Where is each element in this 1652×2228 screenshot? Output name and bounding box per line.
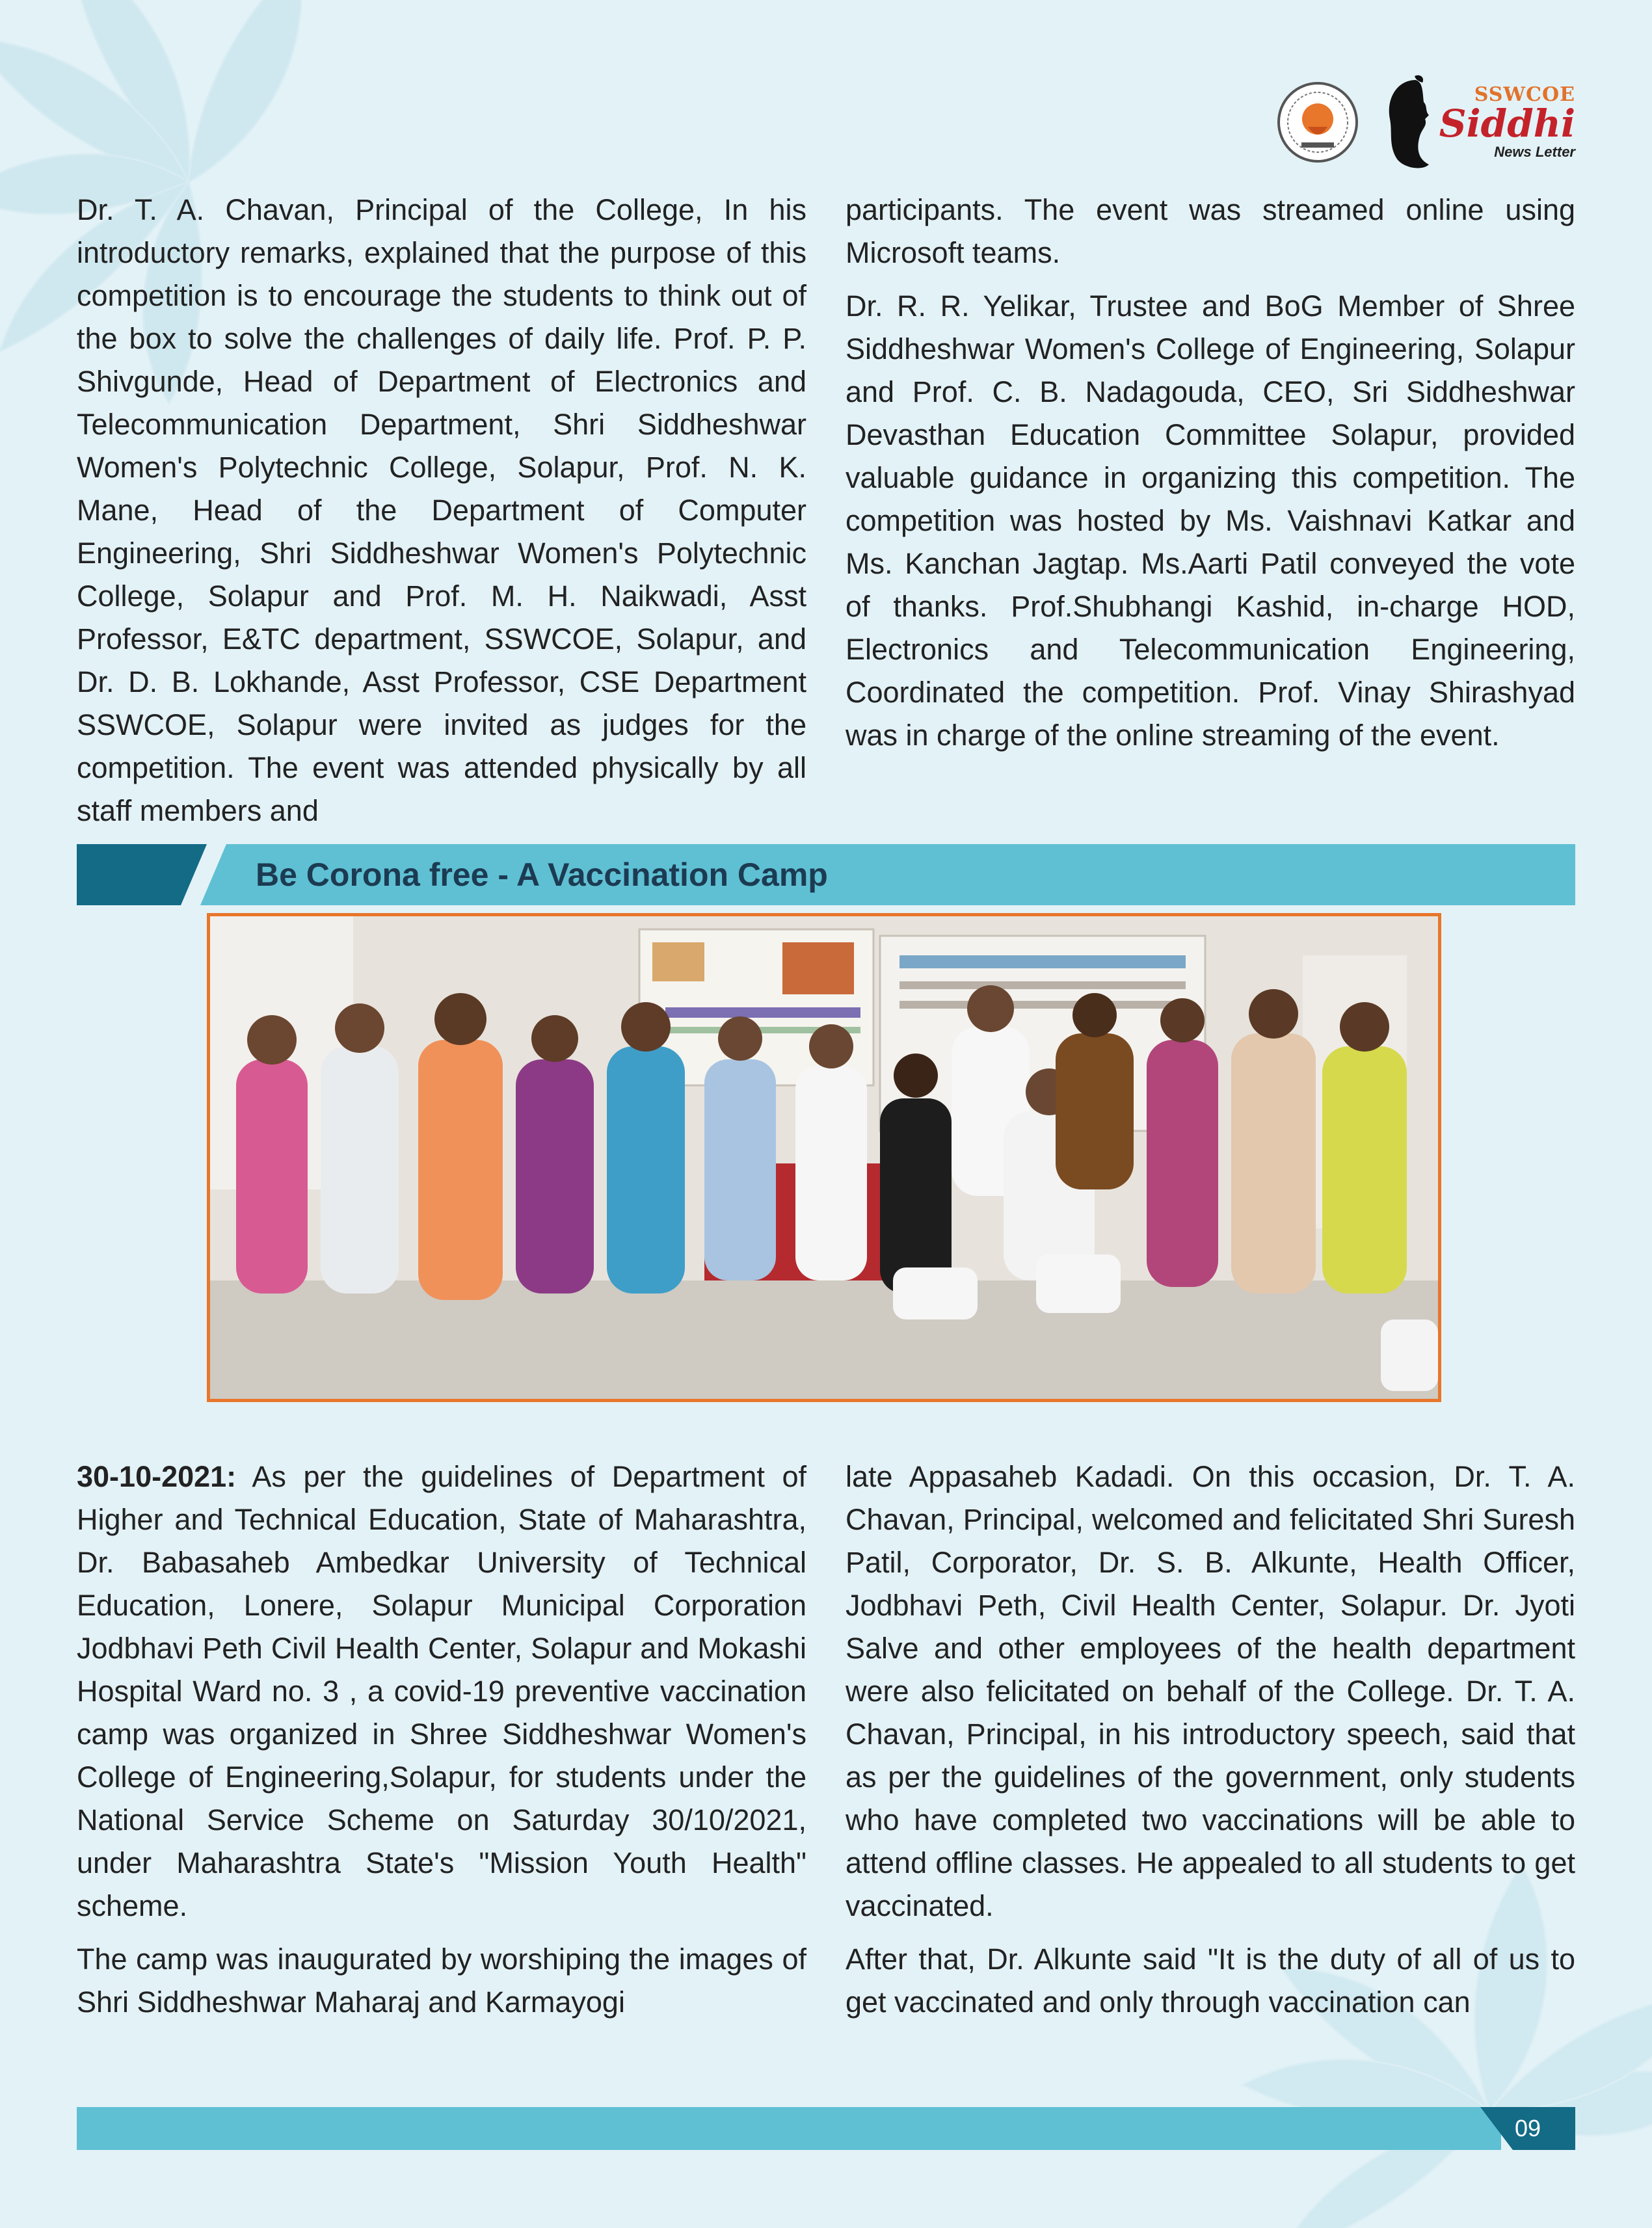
article-column-left-bottom xyxy=(77,1455,806,2034)
page-number: 09 xyxy=(1514,2115,1541,2142)
article-column-right-top xyxy=(846,189,1575,767)
article-column-right-bottom xyxy=(846,1455,1575,2034)
vaccination-camp-photo xyxy=(207,913,1441,1402)
paragraph: late Appasaheb Kadadi. On this occasion, Dr. T. A. Chavan, Principal, welcomed and felicitated Shri Suresh Patil, Corporator, Dr. S. B. Alkunte, Health Officer, Jodbhavi Peth, Civil Health Center, Solapur. Dr. Jyoti Salve and other employees of the health department were also felicitated on behalf of the College. Dr. T. A. Chavan, Principal, in his introductory speech, said that as per the guidelines of the government, only students who have completed two vaccinations will be able to attend offline classes. He appealed to all students to get vaccinated. xyxy=(846,1460,1575,1922)
siddhi-brand-logo xyxy=(1377,73,1575,171)
section-banner xyxy=(77,844,1575,905)
university-seal-icon xyxy=(1275,80,1360,165)
brand-acronym: SSWCOE xyxy=(1474,83,1575,106)
event-date: 30-10-2021: xyxy=(77,1460,237,1493)
photo-illustration xyxy=(210,916,1438,1399)
header-logos xyxy=(1275,70,1575,174)
banner-dark-block xyxy=(77,844,207,905)
paragraph: After that, Dr. Alkunte said "It is the duty of all of us to get vaccinated and only through vaccination can xyxy=(846,1943,1575,2019)
paragraph: participants. The event was streamed online using Microsoft teams. xyxy=(846,193,1575,269)
brand-subtitle: News Letter xyxy=(1494,144,1575,160)
paragraph: The camp was inaugurated by worshiping the images of Shri Siddheshwar Maharaj and Karmayogi xyxy=(77,1943,806,2019)
paragraph xyxy=(77,1455,806,1928)
woman-silhouette-icon xyxy=(1377,73,1435,171)
paragraph: Dr. R. R. Yelikar, Trustee and BoG Member of Shree Siddheshwar Women's College of Engineering, Solapur and Prof. C. B. Nadagouda, CEO, Sri Siddheshwar Devasthan Education Committee Solapur, provided valuable guidance in organizing this competition. The competition was hosted by Ms. Vaishnavi Katkar and Ms. Kanchan Jagtap. Ms.Aarti Patil conveyed the vote of thanks. Prof.Shubhangi Kashid, in-charge HOD, Electronics and Telecommunication Engineering, Coordinated the competition. Prof. Vinay Shirashyad was in charge of the online streaming of the event. xyxy=(846,289,1575,752)
footer-bar xyxy=(77,2107,1501,2150)
article-column-left-top xyxy=(77,189,806,843)
paragraph: Dr. T. A. Chavan, Principal of the College, In his introductory remarks, explained that the purpose of this competition is to encourage the students to think out of the box to solve the challenges of daily life. Prof. P. P. Shivgunde, Head of Department of Electronics and Telecommunication Department, Shri Siddheshwar Women's Polytechnic College, Solapur, Prof. N. K. Mane, Head of the Department of Computer Engineering, Shri Siddheshwar Women's Polytechnic College, Solapur and Prof. M. H. Naikwadi, Asst Professor, E&TC department, SSWCOE, Solapur, and Dr. D. B. Lokhande, Asst Professor, CSE Department SSWCOE, Solapur were invited as judges for the competition. The event was attended physically by all staff members and xyxy=(77,193,806,827)
paragraph-text: As per the guidelines of Department of Higher and Technical Education, State of Maharashtra, Dr. Babasaheb Ambedkar University of Technical Education, Lonere, Solapur Municipal Corporation Jodbhavi Peth Civil Health Center, Solapur and Mokashi Hospital Ward no. 3 , a covid-19 preventive vaccination camp was organized in Shree Siddheshwar Women's College of Engineering,Solapur, for students under the National Service Scheme on Saturday 30/10/2021, under Maharashtra State's "Mission Youth Health" scheme. xyxy=(77,1460,806,1922)
brand-name: Siddhi xyxy=(1439,101,1575,146)
section-title: Be Corona free - A Vaccination Camp xyxy=(256,856,828,893)
